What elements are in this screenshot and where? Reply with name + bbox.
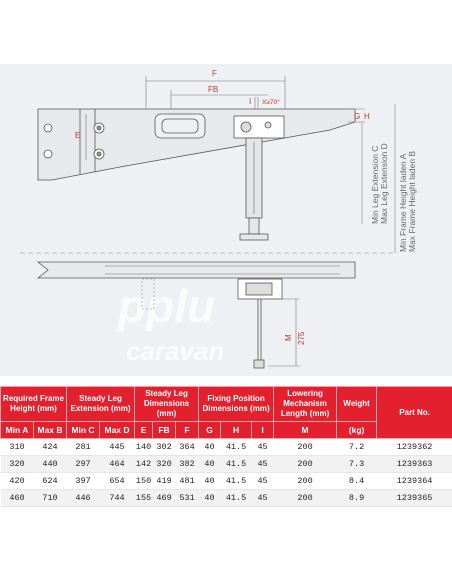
table-cell: 45 xyxy=(252,473,274,490)
sub-header: F xyxy=(176,422,199,439)
dim-label-h: H xyxy=(364,112,370,121)
table-cell: 40 xyxy=(199,456,221,473)
table-row xyxy=(1,456,452,473)
dim-value-m: 275 xyxy=(297,331,306,345)
table-cell: 45 xyxy=(252,439,274,456)
header-steady-leg-dimensions: Steady Leg Dimensions (mm) xyxy=(135,387,199,422)
dim-label-m: M xyxy=(284,334,293,341)
table-cell: 40 xyxy=(199,439,221,456)
label-frame-height-b: Max Frame Height laden B xyxy=(407,150,417,252)
table-cell: 8.4 xyxy=(337,473,377,490)
table-cell: 531 xyxy=(176,490,199,507)
table-cell: 364 xyxy=(176,439,199,456)
table-cell: 41.5 xyxy=(221,490,252,507)
header-weight: Weight xyxy=(337,387,377,422)
table-cell: 281 xyxy=(67,439,100,456)
table-cell: 420 xyxy=(1,473,34,490)
drawing-svg xyxy=(0,64,452,376)
watermark-text: caravan xyxy=(126,336,225,366)
watermark-logo: pplu xyxy=(118,280,216,332)
table-cell: 320 xyxy=(1,456,34,473)
dim-label-i: I xyxy=(249,97,252,106)
table-cell: 382 xyxy=(176,456,199,473)
table-cell: 302 xyxy=(153,439,176,456)
table-body xyxy=(1,439,452,507)
angle-label: X≥70° xyxy=(262,99,280,106)
table-cell: 41.5 xyxy=(221,439,252,456)
header-part-no: Part No. xyxy=(377,387,452,439)
table-cell: 1239364 xyxy=(377,473,452,490)
steady-leg xyxy=(240,138,268,240)
chassis-frame xyxy=(38,109,355,180)
sub-header: G xyxy=(199,422,221,439)
table-cell: 440 xyxy=(34,456,67,473)
table-row xyxy=(1,473,452,490)
label-leg-extension-c: Min Leg Extension C xyxy=(370,145,380,224)
table-cell: 200 xyxy=(274,473,337,490)
sub-header: E xyxy=(135,422,153,439)
technical-drawing xyxy=(0,64,452,376)
dim-label-f: F xyxy=(212,69,217,78)
table-cell: 40 xyxy=(199,490,221,507)
table-cell: 424 xyxy=(34,439,67,456)
table-cell: 654 xyxy=(100,473,135,490)
table-cell: 446 xyxy=(67,490,100,507)
header-lowering-mechanism: Lowering Mechanism Length (mm) xyxy=(274,387,337,422)
sub-header: Max B xyxy=(34,422,67,439)
table-cell: 155 xyxy=(135,490,153,507)
table-cell: 7.3 xyxy=(337,456,377,473)
table-cell: 1239363 xyxy=(377,456,452,473)
sub-header: FB xyxy=(153,422,176,439)
header-required-frame-height: Required Frame Height (mm) xyxy=(1,387,67,422)
table-cell: 744 xyxy=(100,490,135,507)
table-cell: 7.2 xyxy=(337,439,377,456)
label-frame-height-a: Min Frame Height laden A xyxy=(398,153,408,252)
table-cell: 41.5 xyxy=(221,456,252,473)
table-cell: 320 xyxy=(153,456,176,473)
group-header-row xyxy=(1,387,452,422)
sub-header: Min C xyxy=(67,422,100,439)
table-cell: 481 xyxy=(176,473,199,490)
table-cell: 397 xyxy=(67,473,100,490)
table-cell: 142 xyxy=(135,456,153,473)
table-cell: 1239365 xyxy=(377,490,452,507)
table-cell: 45 xyxy=(252,490,274,507)
label-leg-extension-d: Max Leg Extension D xyxy=(379,143,389,224)
sub-header: H xyxy=(221,422,252,439)
dim-label-g: G xyxy=(354,112,361,121)
header-steady-leg-extension: Steady Leg Extension (mm) xyxy=(67,387,135,422)
table-cell: 45 xyxy=(252,456,274,473)
sub-header: Max D xyxy=(100,422,135,439)
table-cell: 624 xyxy=(34,473,67,490)
table-cell: 150 xyxy=(135,473,153,490)
table-cell: 710 xyxy=(34,490,67,507)
table-cell: 200 xyxy=(274,456,337,473)
specification-table xyxy=(0,386,452,507)
sub-header: M xyxy=(274,422,337,439)
table-cell: 40 xyxy=(199,473,221,490)
sub-header: I xyxy=(252,422,274,439)
table-cell: 469 xyxy=(153,490,176,507)
lowering-mechanism xyxy=(254,299,264,368)
dimension-m xyxy=(268,299,300,366)
table-row xyxy=(1,490,452,507)
sub-header: Min A xyxy=(1,422,34,439)
table-cell: 445 xyxy=(100,439,135,456)
dim-label-fb: FB xyxy=(208,85,219,94)
table-cell: 200 xyxy=(274,490,337,507)
table-cell: 310 xyxy=(1,439,34,456)
table-cell: 140 xyxy=(135,439,153,456)
table-cell: 200 xyxy=(274,439,337,456)
table-cell: 1239362 xyxy=(377,439,452,456)
sub-header: (kg) xyxy=(337,422,377,439)
table-row xyxy=(1,439,452,456)
table-cell: 41.5 xyxy=(221,473,252,490)
table-cell: 8.9 xyxy=(337,490,377,507)
table-cell: 460 xyxy=(1,490,34,507)
dim-label-e: E xyxy=(75,131,81,140)
table-cell: 297 xyxy=(67,456,100,473)
table-cell: 419 xyxy=(153,473,176,490)
table-cell: 464 xyxy=(100,456,135,473)
header-fixing-position: Fixing Position Dimensions (mm) xyxy=(199,387,274,422)
